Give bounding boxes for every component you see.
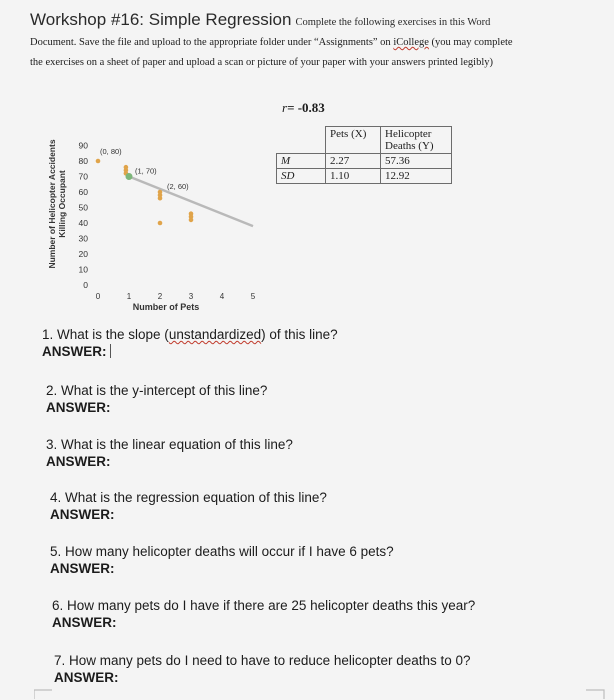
sd-deaths: 12.92 — [381, 169, 452, 184]
mean-pets: 2.27 — [326, 154, 381, 169]
x-tick-label-2: 2 — [157, 292, 163, 301]
question-6-text: 6. How many pets do I have if there are 25 helicopter deaths this year? — [52, 598, 476, 613]
instructions-line-3: the exercises on a sheet of paper and upload a scan or picture of your paper with your answers printed legibly) — [30, 57, 494, 68]
x-axis-label: Number of Pets — [132, 302, 200, 312]
sd-pets: 1.10 — [326, 169, 381, 184]
stats-panel — [276, 100, 452, 184]
point-annotation-0: (0, 80) — [100, 147, 122, 156]
y-tick-label-8: 80 — [78, 156, 88, 166]
question-1-text: 1. What is the slope ( — [42, 327, 169, 342]
question-6 — [52, 597, 475, 631]
answer-1-label: ANSWER: — [42, 344, 107, 359]
question-4-text: 4. What is the regression equation of this line? — [50, 490, 327, 505]
question-7 — [54, 652, 471, 686]
page-title: Workshop #16: Simple Regression — [30, 10, 292, 29]
document-header — [30, 10, 605, 73]
y-tick-label-6: 60 — [78, 187, 88, 197]
y-tick-label-5: 50 — [78, 202, 88, 213]
x-tick-label-5: 5 — [250, 292, 256, 301]
instructions-part-a: Complete the following exercises in this Word — [295, 17, 491, 28]
question-3-text: 3. What is the linear equation of this line? — [46, 437, 293, 452]
x-tick-label-0: 0 — [95, 292, 101, 301]
y-tick-labels — [79, 141, 89, 291]
correlation-value — [282, 100, 452, 116]
question-5 — [50, 543, 394, 577]
y-tick-label-3: 30 — [78, 233, 88, 244]
scatter-chart — [38, 92, 268, 317]
point-annotation-2: (2, 60) — [167, 182, 189, 191]
instructions-line-2 — [30, 33, 605, 53]
page-corner-mark-right — [586, 688, 606, 700]
col-header-pets: Pets (X) — [326, 127, 381, 154]
trendline-hub — [126, 173, 133, 180]
answer-6-field[interactable]: ANSWER: — [52, 615, 117, 630]
point-annotations — [100, 147, 189, 191]
question-2-text: 2. What is the y-intercept of this line? — [46, 383, 268, 398]
unstandardized-word: unstandardized — [168, 327, 262, 342]
question-4 — [50, 489, 327, 523]
row-label-sd: SD — [277, 169, 326, 184]
answer-4-field[interactable]: ANSWER: — [50, 507, 115, 522]
data-point-8 — [158, 221, 163, 226]
stats-header-row — [277, 127, 452, 154]
col-header-deaths: Helicopter Deaths (Y) — [381, 127, 452, 154]
instructions-part-c: (you may complete — [428, 37, 513, 48]
stats-corner-cell — [277, 127, 326, 154]
x-tick-label-1: 1 — [126, 292, 132, 301]
r-number: = -0.83 — [287, 100, 325, 115]
question-1-text-end: ) of this line? — [261, 327, 338, 342]
mean-deaths: 57.36 — [381, 154, 452, 169]
row-label-mean: M — [277, 154, 326, 169]
page-corner-mark-left — [34, 688, 54, 700]
question-1 — [42, 326, 338, 360]
y-tick-label-4: 40 — [78, 218, 88, 228]
y-axis-label-line1: Number of Helicopter Accidents — [47, 139, 57, 269]
x-tick-label-4: 4 — [219, 292, 225, 301]
answer-3-field[interactable]: ANSWER: — [46, 454, 111, 469]
y-tick-label-9: 90 — [78, 140, 88, 151]
stats-row-mean — [277, 154, 452, 169]
answer-5-field[interactable]: ANSWER: — [50, 561, 115, 576]
point-annotation-1: (1, 70) — [135, 166, 157, 176]
x-tick-label-3: 3 — [188, 292, 194, 301]
answer-7-field[interactable]: ANSWER: — [54, 670, 119, 685]
icollege-word: iCollege — [393, 37, 429, 48]
r-label: r — [282, 100, 288, 115]
y-tick-label-7: 70 — [78, 171, 88, 182]
answer-1-field[interactable] — [42, 343, 338, 360]
stats-table — [276, 126, 452, 184]
data-point-7 — [158, 196, 163, 201]
data-point-11 — [189, 218, 194, 223]
y-axis-label-line2: Killing Occupant — [57, 170, 67, 238]
question-5-text: 5. How many helicopter deaths will occur if I have 6 pets? — [50, 544, 394, 559]
answer-2-field[interactable]: ANSWER: — [46, 400, 111, 415]
text-cursor — [110, 344, 111, 358]
y-tick-label-0: 0 — [83, 280, 88, 290]
question-3 — [46, 436, 293, 470]
question-2 — [46, 382, 267, 416]
y-tick-label-2: 20 — [78, 249, 88, 259]
instructions-part-b: Document. Save the file and upload to the appropriate folder under “Assignments” on — [30, 37, 394, 48]
stats-row-sd — [277, 169, 452, 184]
y-tick-label-1: 10 — [78, 264, 88, 275]
data-point-0 — [96, 159, 101, 164]
question-7-text: 7. How many pets do I need to have to reduce helicopter deaths to 0? — [54, 653, 471, 668]
x-tick-labels — [96, 292, 256, 301]
